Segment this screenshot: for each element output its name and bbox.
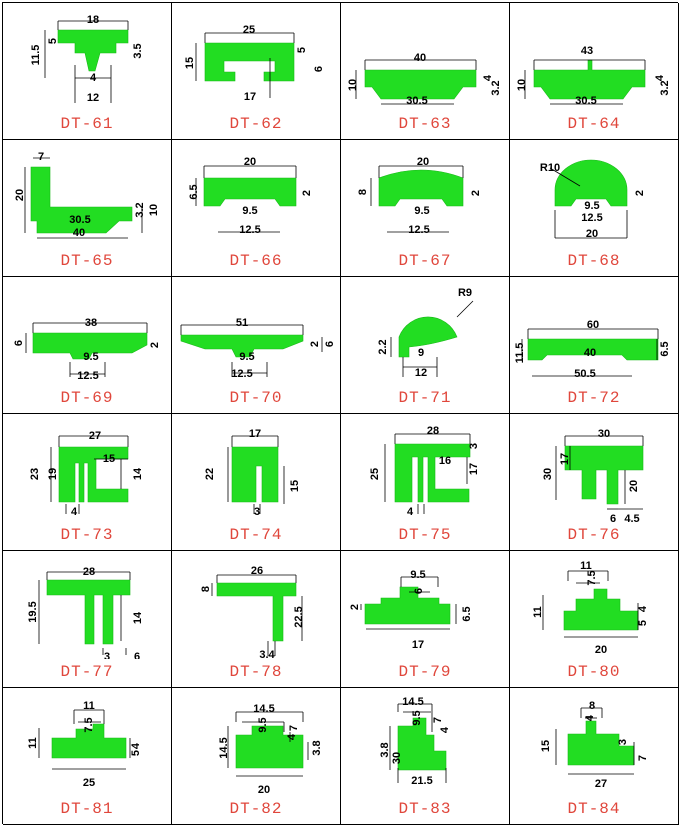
profile-shape (565, 446, 643, 504)
dimension-label: 25 (368, 467, 381, 481)
dimension-label: 12.5 (581, 211, 603, 224)
dimension-label: 14.5 (402, 695, 424, 708)
dimension-label: 25 (82, 776, 96, 789)
dimension-label: 3.2 (489, 80, 502, 96)
dimension-label: 6.5 (658, 341, 671, 357)
dimension-label: 9.5 (242, 204, 258, 217)
dimension-label: 14.5 (217, 737, 230, 759)
dimension-label: 28 (426, 424, 440, 437)
profile-shape (58, 30, 128, 71)
dimension-label: 14.5 (253, 702, 275, 715)
dimension-label: 4 (438, 726, 451, 734)
dimension-label: 15 (288, 479, 301, 493)
profile-code: DT-83 (398, 800, 452, 818)
profile-drawing (3, 414, 171, 522)
dimension-label: 3 (103, 650, 111, 659)
profile-drawing (341, 414, 509, 522)
dimension-label: 28 (82, 565, 96, 578)
profile-code: DT-70 (229, 389, 283, 407)
profile-code: DT-74 (229, 526, 283, 544)
profile-drawing (172, 3, 340, 111)
dimension-label: 8 (588, 699, 596, 712)
profile-drawing (341, 551, 509, 659)
profile-grid (2, 2, 678, 824)
dimension-label: 30.5 (406, 94, 428, 107)
dimension-label: 40 (413, 51, 427, 64)
profile-code: DT-65 (60, 252, 114, 270)
dimension-label: 7 (287, 724, 300, 732)
profile-cell (3, 277, 172, 414)
dimension-label: 20 (627, 479, 640, 493)
profile-drawing (3, 688, 171, 796)
profile-shape (232, 447, 278, 502)
profile-cell (341, 688, 510, 825)
dimension-line (457, 301, 473, 317)
profile-shape (564, 589, 638, 630)
dimension-label: 20 (243, 155, 257, 168)
dimension-label: 2 (633, 189, 646, 197)
dimension-label: 3.4 (259, 648, 275, 659)
dimension-label: 7 (636, 754, 649, 762)
dimension-label: 3.2 (133, 202, 146, 218)
profile-cell (510, 3, 679, 140)
dimension-label: 11 (580, 559, 592, 572)
dimension-label: 8 (199, 585, 212, 593)
dimension-label: 6 (133, 650, 141, 659)
profile-cell (510, 140, 679, 277)
dimension-label: 17 (558, 452, 571, 466)
dimension-label: 2 (348, 603, 361, 611)
profile-drawing (172, 140, 340, 248)
dimension-label: 4 (583, 714, 596, 722)
dimension-label: 5 (129, 749, 142, 757)
profile-code: DT-62 (229, 115, 283, 133)
dimension-label: 14 (131, 611, 144, 625)
dimension-label: 40 (583, 346, 597, 359)
dimension-label: 51 (235, 316, 249, 329)
profile-code: DT-82 (229, 800, 283, 818)
dimension-label: 2 (300, 189, 313, 197)
dimension-label: 6 (312, 65, 325, 73)
dimension-label: 2 (469, 189, 482, 197)
profile-drawing (510, 414, 678, 522)
dimension-label: 11 (531, 606, 544, 618)
profile-code: DT-76 (567, 526, 621, 544)
dimension-label: 11 (83, 699, 95, 712)
dimension-label: 12.5 (408, 223, 430, 236)
dimension-label: 3.2 (658, 80, 671, 96)
profile-shape (236, 726, 303, 768)
profile-code: DT-80 (567, 663, 621, 681)
profile-drawing (3, 140, 171, 248)
profile-shape (47, 580, 130, 644)
dimension-label: 38 (84, 316, 98, 329)
dimension-label: 7 (431, 716, 444, 724)
dimension-label: 30.5 (69, 213, 91, 226)
profile-drawing (341, 688, 509, 796)
dimension-label: 12 (414, 366, 428, 379)
profile-code: DT-79 (398, 663, 452, 681)
profile-code: DT-63 (398, 115, 452, 133)
dimension-label: R9 (457, 286, 473, 299)
profile-shape (205, 43, 294, 81)
profile-cell (172, 3, 341, 140)
profile-shape (395, 444, 470, 502)
profile-code: DT-67 (398, 252, 452, 270)
dimension-label: 18 (86, 13, 100, 26)
profile-drawing (3, 277, 171, 385)
dimension-label: 4 (636, 605, 649, 613)
dimension-label: 30 (597, 427, 611, 440)
dimension-label: 8 (356, 188, 369, 196)
dimension-label: 3.8 (310, 740, 323, 756)
profile-cell (172, 688, 341, 825)
profile-drawing (172, 551, 340, 659)
profile-shape (59, 447, 128, 502)
dimension-label: 16 (438, 454, 452, 467)
dimension-label: 4 (70, 505, 78, 518)
profile-cell (3, 3, 172, 140)
dimension-label: 6.5 (187, 184, 200, 200)
profile-cell (510, 414, 679, 551)
profile-cell (341, 277, 510, 414)
dimension-label: 20 (594, 643, 608, 656)
dimension-label: 50.5 (574, 367, 596, 380)
profile-code: DT-84 (567, 800, 621, 818)
dimension-label: 9.5 (414, 204, 430, 217)
dimension-label: 17 (411, 638, 425, 651)
dimension-label: 9.5 (83, 350, 99, 363)
dimension-label: 12.5 (231, 367, 253, 380)
dimension-label: 2 (148, 341, 161, 349)
dimension-label: 9.5 (410, 568, 426, 581)
dimension-label: 2 (308, 340, 321, 348)
dimension-label: 6.5 (460, 606, 473, 622)
profile-shape (204, 178, 296, 206)
dimension-label: 11 (26, 737, 39, 749)
dimension-label: 12.5 (77, 369, 99, 382)
profile-code: DT-68 (567, 252, 621, 270)
dimension-label: 15 (102, 452, 116, 465)
dimension-label: 4.5 (624, 512, 640, 522)
dimension-label: 20 (257, 783, 271, 796)
dimension-label: 7 (37, 150, 45, 163)
profile-code: DT-61 (60, 115, 114, 133)
dimension-label: 12.5 (239, 223, 261, 236)
dimension-label: 30 (390, 751, 403, 765)
profile-drawing (172, 688, 340, 796)
dimension-label: 17 (248, 427, 262, 440)
profile-cell (341, 414, 510, 551)
profile-cell (172, 414, 341, 551)
dimension-label: 27 (594, 777, 608, 790)
dimension-label: 4 (481, 74, 494, 82)
dimension-label: 3 (616, 738, 629, 746)
profile-drawing (341, 3, 509, 111)
profile-drawing (341, 140, 509, 248)
profile-drawing (341, 277, 509, 385)
dimension-label: 6 (12, 339, 25, 347)
dimension-label: 4 (89, 71, 97, 84)
dimension-label: 7.5 (82, 717, 95, 733)
dimension-label: 9.5 (584, 199, 600, 212)
dimension-label: 30 (541, 467, 554, 481)
profile-code: DT-73 (60, 526, 114, 544)
dimension-label: 22 (203, 467, 216, 481)
profile-cell (341, 551, 510, 688)
dimension-label: 17 (467, 462, 480, 476)
profile-code: DT-66 (229, 252, 283, 270)
dimension-label: 25 (242, 23, 256, 36)
profile-cell (3, 688, 172, 825)
dimension-label: 10 (346, 78, 359, 92)
dimension-label: 43 (580, 44, 594, 57)
profile-cell (341, 3, 510, 140)
dimension-label: 9.5 (256, 717, 269, 733)
dimension-label: 22.5 (292, 606, 305, 628)
profile-cell (3, 551, 172, 688)
dimension-label: 23 (28, 467, 41, 481)
profile-drawing (3, 551, 171, 659)
profile-cell (172, 277, 341, 414)
profile-drawing (510, 277, 678, 385)
profile-shape (365, 587, 450, 624)
dimension-label: 20 (585, 227, 599, 240)
profile-drawing (510, 688, 678, 796)
dimension-label: 9 (417, 346, 425, 359)
profile-cell (3, 140, 172, 277)
dimension-label: 20 (416, 155, 430, 168)
profile-drawing (510, 551, 678, 659)
profile-cell (510, 277, 679, 414)
dimension-label: 21.5 (411, 774, 433, 787)
profile-shape (217, 583, 296, 641)
dimension-label: 7.5 (585, 570, 598, 586)
dimension-label: 3 (253, 505, 261, 518)
dimension-label: 5 (636, 619, 649, 627)
dimension-label: 27 (88, 429, 102, 442)
dimension-label: 19.5 (26, 601, 39, 623)
dimension-label: 9.5 (410, 710, 423, 726)
dimension-label: 11.5 (513, 342, 526, 364)
profile-code: DT-81 (60, 800, 114, 818)
dimension-label: 4 (653, 74, 666, 82)
dimension-label: 3.8 (378, 742, 391, 758)
profile-drawing (3, 3, 171, 111)
profile-code: DT-77 (60, 663, 114, 681)
dimension-label: 4 (406, 505, 414, 518)
profile-drawing (172, 277, 340, 385)
profile-shape (379, 170, 463, 206)
profile-code: DT-75 (398, 526, 452, 544)
dimension-label: 4 (129, 742, 142, 750)
dimension-label: 4 (285, 733, 298, 741)
profile-drawing (510, 3, 678, 111)
dimension-label: 30.5 (575, 94, 597, 107)
profile-cell (3, 414, 172, 551)
profile-drawing (172, 414, 340, 522)
profile-code: DT-72 (567, 389, 621, 407)
dimension-label: 3.5 (131, 43, 144, 59)
dimension-label: 10 (147, 203, 160, 217)
profile-drawing (510, 140, 678, 248)
dimension-label: 15 (183, 56, 196, 70)
dimension-label: 10 (515, 78, 528, 92)
dimension-label: 6 (609, 512, 617, 522)
profile-cell (172, 551, 341, 688)
dimension-label: 15 (539, 739, 552, 753)
profile-cell (510, 688, 679, 825)
dimension-label: 6 (412, 587, 425, 595)
dimension-label: 40 (72, 226, 86, 239)
dimension-label: 2.2 (376, 339, 389, 355)
dimension-label: 26 (250, 564, 264, 577)
dimension-label: 14 (131, 467, 144, 481)
profile-cell (172, 140, 341, 277)
profile-code: DT-78 (229, 663, 283, 681)
dimension-label: 9.5 (239, 350, 255, 363)
profile-code: DT-69 (60, 389, 114, 407)
dimension-label: 17 (243, 90, 257, 103)
dimension-label: 60 (586, 318, 600, 331)
profile-shape (399, 317, 457, 357)
profile-shape (534, 60, 645, 99)
profile-code: DT-64 (567, 115, 621, 133)
profile-cell (510, 551, 679, 688)
dimension-label: 11.5 (29, 44, 42, 66)
profile-code: DT-71 (398, 389, 452, 407)
dimension-label: 3 (467, 442, 480, 450)
dimension-label: 20 (13, 188, 26, 202)
dimension-label: 12 (86, 91, 100, 104)
dimension-label: R10 (539, 161, 561, 174)
dimension-label: 5 (295, 46, 308, 54)
dimension-label: 19 (46, 467, 59, 481)
dimension-label: 6 (323, 340, 336, 348)
dimension-label: 5 (46, 37, 59, 45)
profile-cell (341, 140, 510, 277)
